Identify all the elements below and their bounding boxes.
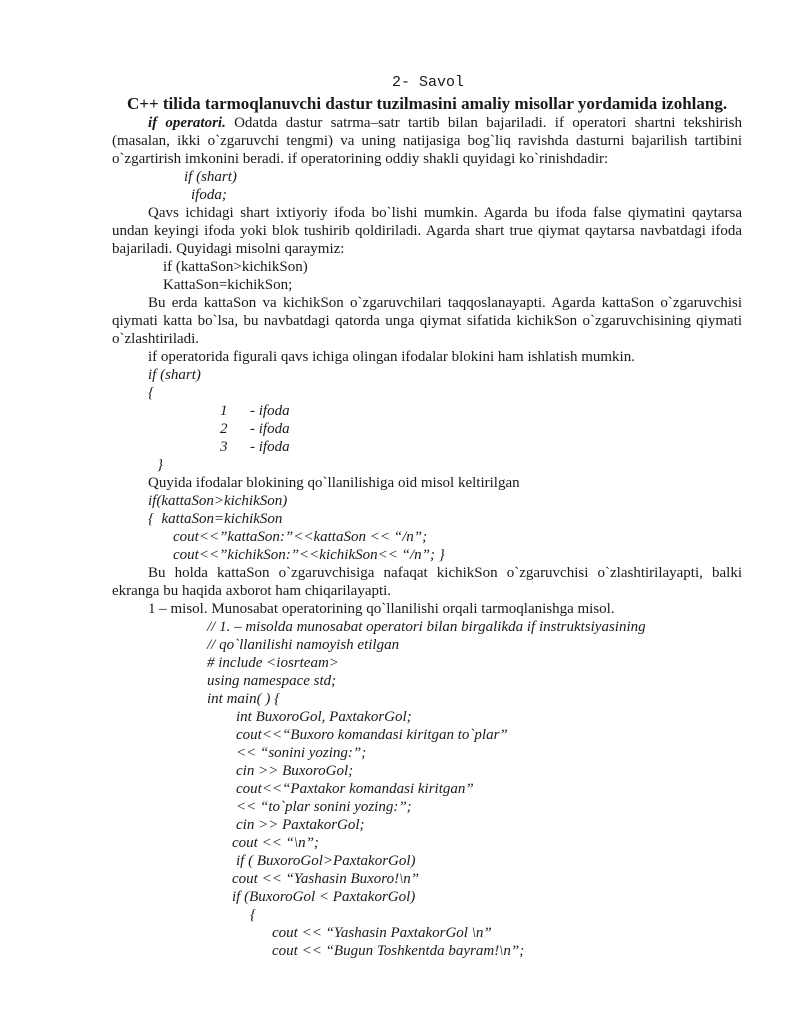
paragraph-line: o`zlashtiriladi. [112,331,200,347]
code-line: { [250,907,256,923]
paragraph-line: undan keyingi ifoda yoki blok tushirib qoldiriladi. Agarda shart true qiymat qaytarsa navbatdagi ifoda [112,223,742,239]
code-line: if (BuxoroGol < PaxtakorGol) [232,889,416,905]
syntax-brace: } [157,457,163,473]
paragraph-line: if operatorida figurali qavs ichiga olingan ifodalar blokini ham ishlatish mumkin. [148,349,635,365]
code-line: # include <iosrteam> [207,655,339,671]
example-line: if(kattaSon>kichikSon) [148,493,288,509]
list-item-number: 1 [220,403,228,419]
syntax-brace: { [148,385,154,401]
code-line: cout << “Yashasin Buxoro!\n” [232,871,420,887]
code-line: using namespace std; [207,673,337,689]
document-title: C++ tilida tarmoqlanuvchi dastur tuzilmasini amaliy misollar yordamida izohlang. [127,94,728,113]
code-line: // 1. – misolda munosabat operatori bilan birgalikda if instruktsiyasining [207,619,646,635]
list-item-text: - ifoda [250,439,290,455]
example-caption: 1 – misol. Munosabat operatorining qo`llanilishi orqali tarmoqlanishga misol. [148,601,615,617]
example-line: { kattaSon=kichikSon [148,511,283,527]
code-line: cout << “\n”; [232,835,319,851]
term-if-operator: if operatori. [148,115,226,131]
code-line: cout<<“Buxoro komandasi kiritgan to`plar” [236,727,508,743]
code-line: cin >> PaxtakorGol; [236,817,365,833]
example-line: cout<<”kattaSon:”<<kattaSon << “/n”; [173,529,428,545]
paragraph-line: Quyida ifodalar blokining qo`llanilishiga oid misol keltirilgan [148,475,520,491]
list-item-number: 2 [220,421,228,437]
code-line: cout << “Bugun Toshkentda bayram!\n”; [272,943,525,959]
code-line: // qo`llanilishi namoyish etilgan [207,637,400,653]
paragraph-line: Qavs ichidagi shart ixtiyoriy ifoda bo`lishi mumkin. Agarda bu ifoda false qiymatini qaytarsa [148,205,742,221]
code-line: << “sonini yozing:”; [236,745,367,761]
syntax-line: if (shart) [148,367,201,383]
paragraph-text: Odatda dastur satrma–satr tartib bilan bajariladi. if operatori shartni tekshirish [225,115,742,131]
paragraph-line: o`zgartirish imkonini beradi. if operatorining oddiy shakli quyidagi ko`rinishdadir: [112,151,609,167]
paragraph-line [148,114,742,132]
example-line: cout<<”kichikSon:”<<kichikSon<< “/n”; } [173,547,445,563]
question-heading: 2- Savol [392,74,465,91]
code-line: int BuxoroGol, PaxtakorGol; [236,709,412,725]
code-line: if ( BuxoroGol>PaxtakorGol) [236,853,416,869]
example-line: KattaSon=kichikSon; [163,277,293,293]
paragraph-line: qiymati katta bo`lsa, bu navbatdagi qatorda unga qiymat sifatida kichikSon o`zgaruvchisining qiymati [112,313,742,329]
code-line: cout<<“Paxtakor komandasi kiritgan” [236,781,474,797]
list-item-text: - ifoda [250,421,290,437]
list-item-text: - ifoda [250,403,290,419]
paragraph-line: Bu holda kattaSon o`zgaruvchisiga nafaqat kichikSon o`zgaruvchisi o`zlashtirilayapti, balki [148,565,742,581]
paragraph-line: (masalan, ikki o`zgaruvchi tengmi) va uning natijasiga bog`liq ravishda dasturni bajarilish tartibini [112,133,742,149]
example-line: if (kattaSon>kichikSon) [163,259,308,275]
list-item-number: 3 [220,439,228,455]
syntax-line: if (shart) [184,169,237,185]
code-line: cout << “Yashasin PaxtakorGol \n” [272,925,492,941]
paragraph-line: ekranga bu haqida axborot ham chiqarilayapti. [112,583,392,599]
code-line: cin >> BuxoroGol; [236,763,354,779]
paragraph-line: Bu erda kattaSon va kichikSon o`zgaruvchilari taqqoslanayapti. Agarda kattaSon o`zgaruvchisi [148,295,742,311]
syntax-line: ifoda; [191,187,227,203]
code-line: << “to`plar sonini yozing:”; [236,799,412,815]
paragraph-line: bajariladi. Quyidagi misolni qaraymiz: [112,241,345,257]
code-line: int main( ) { [207,691,281,707]
